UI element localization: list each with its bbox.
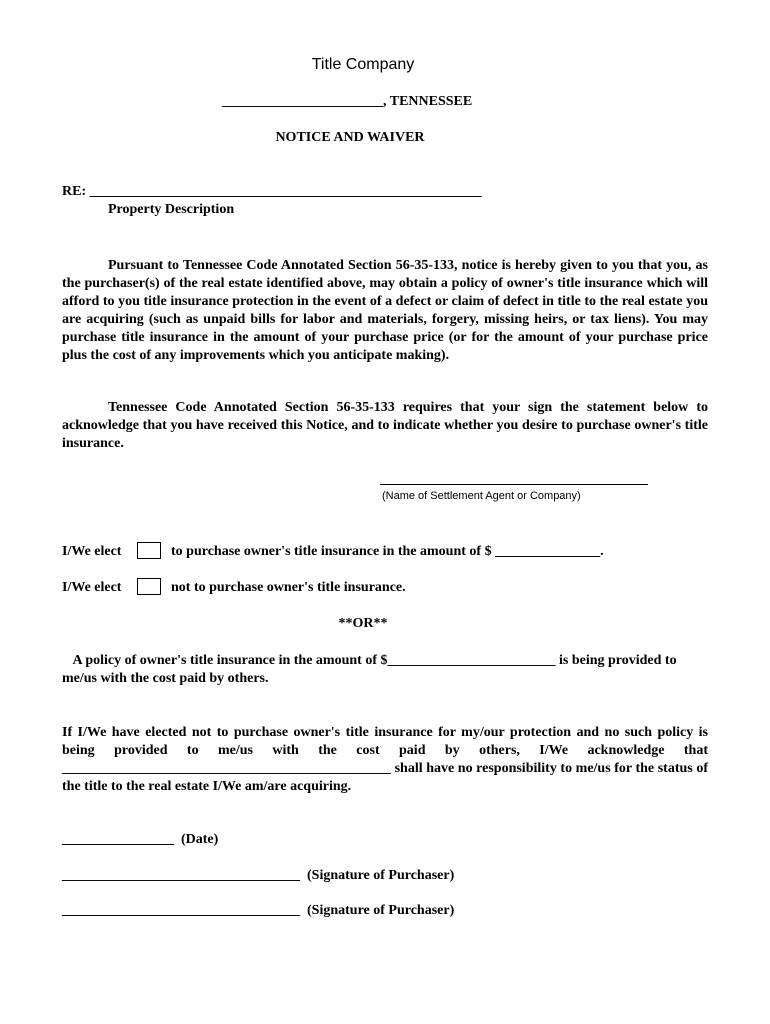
purchaser-signature-line-2 <box>62 903 454 919</box>
signature-blank-1[interactable]: __________________________________ <box>62 868 300 883</box>
elect-purchase-checkbox[interactable] <box>137 542 161 559</box>
property-description-label: Property Description <box>108 202 235 217</box>
county-blank[interactable]: _______________________ <box>222 94 383 109</box>
settlement-agent-signature-line[interactable] <box>380 470 648 485</box>
policy-provided-paragraph <box>62 652 708 688</box>
re-line <box>62 184 482 200</box>
policy-provided-text: A policy of owner's title insurance in the amount of $________________________ is being provided to me/us with the cost paid by others. <box>62 653 677 686</box>
signature-label-1: (Signature of Purchaser) <box>307 868 455 883</box>
re-blank[interactable]: ________________________________________________________ <box>89 184 482 199</box>
date-label: (Date) <box>181 832 219 847</box>
elect-label-1: I/We elect <box>62 544 122 559</box>
company-title: Title Company <box>311 56 415 73</box>
settlement-agent-label: (Name of Settlement Agent or Company) <box>382 490 581 502</box>
notice-paragraph: Pursuant to Tennessee Code Annotated Section 56-35-133, notice is hereby given to you that you, as the purchaser(s) of the real estate identified above, may obtain a policy of owner's title insurance which will afford to you title insurance protection in the event of a defect or claim of defect in title to the real estate you are acquiring (such as unpaid bills for labor and materials, forgery, missing heirs, or tax liens). You may purchase title insurance in the amount of your purchase price (or for the amount of your purchase price plus the cost of any improvements which you anticipate making). <box>62 258 708 363</box>
date-blank[interactable]: ________________ <box>62 832 174 847</box>
acknowledgement-paragraph: If I/We have elected not to purchase owner's title insurance for my/our protection and no such policy is being provided to me/us with the cost paid by others, I/We acknowledge that _______________________________________________ shall have no responsibility to me/us for the status of the title to the real estate I/We am/are acquiring. <box>62 725 708 794</box>
or-separator: **OR** <box>338 616 388 631</box>
re-label: RE: <box>62 184 87 199</box>
signature-label-2: (Signature of Purchaser) <box>307 903 455 918</box>
elect-not-purchase-checkbox[interactable] <box>137 578 161 595</box>
elect-label-2: I/We elect <box>62 580 122 595</box>
document-title: NOTICE AND WAIVER <box>275 130 425 145</box>
county-state-line <box>222 94 472 110</box>
elect-purchase-text: to purchase owner's title insurance in the amount of $ _______________. <box>171 544 604 559</box>
acknowledge-requirement-paragraph: Tennessee Code Annotated Section 56-35-133 requires that your sign the statement below to acknowledge that you have received this Notice, and to indicate whether you desire to purchase owner's title insurance. <box>62 400 708 451</box>
purchaser-signature-line-1 <box>62 868 454 884</box>
state-name: , TENNESSEE <box>383 94 473 109</box>
elect-not-purchase-text: not to purchase owner's title insurance. <box>171 580 406 595</box>
signature-blank-2[interactable]: __________________________________ <box>62 903 300 918</box>
date-line <box>62 832 218 848</box>
